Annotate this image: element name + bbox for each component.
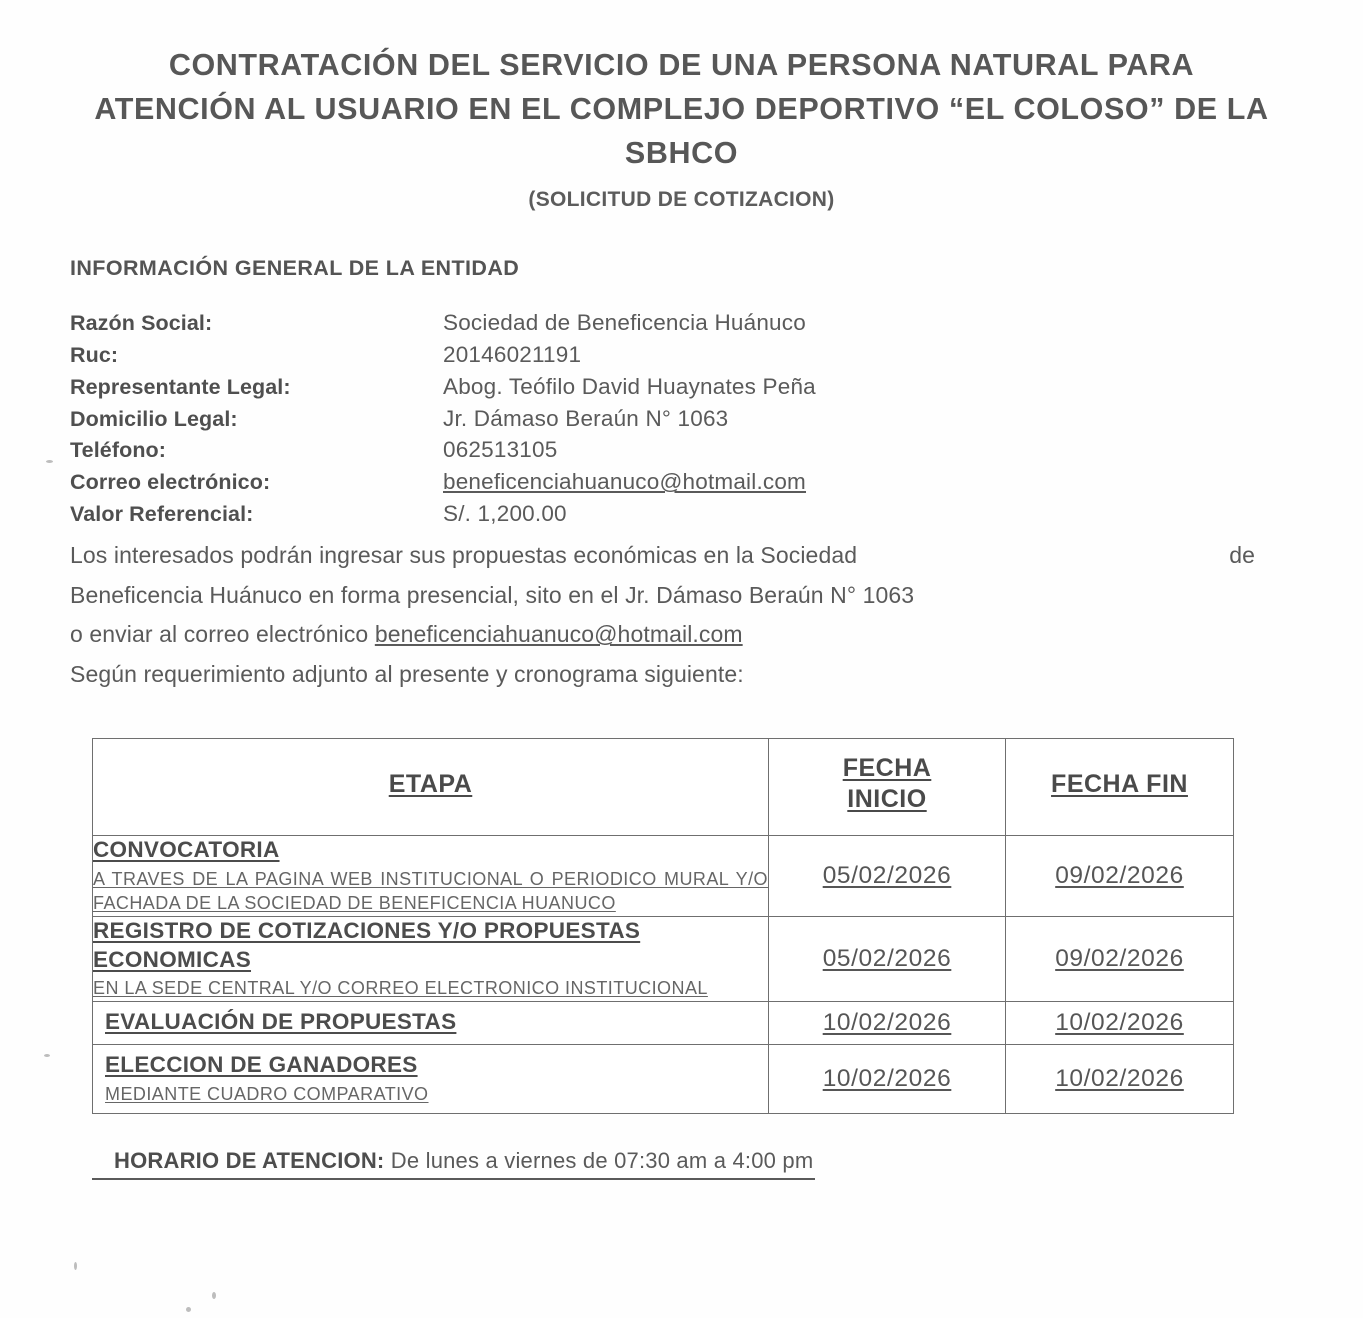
info-label: Correo electrónico: <box>70 470 271 495</box>
cell-fecha-inicio <box>769 916 1006 1001</box>
paragraph-line-1 <box>70 536 1255 576</box>
info-value: 20146021191 <box>443 341 582 367</box>
table-row <box>93 916 1234 1001</box>
table-row <box>93 1044 1234 1114</box>
footer-value: De lunes a viernes de 07:30 am a 4:00 pm <box>384 1148 814 1174</box>
info-value: Abog. Teófilo David Huaynates Peña <box>443 373 816 399</box>
info-row-ruc <box>70 339 1363 371</box>
footer-label: HORARIO DE ATENCION: <box>114 1148 385 1174</box>
date-value: 10/02/2026 <box>1055 1065 1184 1093</box>
info-row-valor-referencial <box>70 498 1363 530</box>
info-value: 062513105 <box>443 437 558 463</box>
email-link[interactable]: beneficenciahuanuco@hotmail.com <box>443 469 807 495</box>
scan-speck <box>212 1292 216 1299</box>
etapa-description: EN LA SEDE CENTRAL Y/O CORREO ELECTRONICO INSTITUCIONAL <box>93 978 708 999</box>
cell-fecha-fin <box>1006 916 1234 1001</box>
footer-schedule-note <box>0 1114 1363 1180</box>
info-row-correo-electronico <box>70 466 1363 498</box>
paragraph-line-2: Beneficencia Huánuco en forma presencial, sito en el Jr. Dámaso Beraún N° 1063 <box>70 581 915 608</box>
column-header-fecha-inicio <box>769 739 1006 836</box>
scan-speck <box>46 460 53 463</box>
info-label: Razón Social: <box>70 310 213 335</box>
email-link-inline[interactable]: beneficenciahuanuco@hotmail.com <box>374 621 743 648</box>
scan-speck <box>74 1262 77 1270</box>
cell-fecha-inicio <box>769 1044 1006 1114</box>
column-header-etapa-label: ETAPA <box>388 769 473 798</box>
cell-fecha-inicio <box>769 836 1006 916</box>
column-header-etapa <box>93 739 769 836</box>
info-row-representante-legal <box>70 371 1363 403</box>
etapa-description: A TRAVES DE LA PAGINA WEB INSTITUCIONAL O PERIODICO MURAL Y/O FACHADA DE LA SOCIEDAD DE BENEFICENCIA HUANUCO <box>93 869 768 914</box>
info-row-razon-social <box>70 307 1363 339</box>
cell-etapa <box>93 916 769 1001</box>
paragraph-line-3-prefix: o enviar al correo electrónico <box>70 621 375 648</box>
date-value: 05/02/2026 <box>822 862 952 890</box>
instructions-paragraph <box>0 530 1363 694</box>
entity-info-list <box>0 281 1363 531</box>
info-label: Ruc: <box>70 342 119 367</box>
column-header-fecha-fin <box>1006 739 1234 836</box>
etapa-description: MEDIANTE CUADRO COMPARATIVO <box>105 1083 429 1104</box>
table-row <box>93 836 1234 916</box>
cell-fecha-fin <box>1006 836 1234 916</box>
etapa-title: ELECCION DE GANADORES <box>105 1051 418 1077</box>
paragraph-line-4: Según requerimiento adjunto al presente y cronograma siguiente: <box>70 660 744 687</box>
cell-fecha-fin <box>1006 1002 1234 1045</box>
table-header-row <box>93 739 1234 836</box>
etapa-title: EVALUACIÓN DE PROPUESTAS <box>105 1009 457 1035</box>
paragraph-line-1-tail: de <box>1229 542 1255 569</box>
schedule-table-container <box>0 694 1363 1114</box>
info-value: Jr. Dámaso Beraún N° 1063 <box>443 405 729 431</box>
date-value: 09/02/2026 <box>1055 944 1184 972</box>
info-label: Domicilio Legal: <box>70 406 238 431</box>
paragraph-line-3 <box>70 615 1255 655</box>
date-value: 10/02/2026 <box>1055 1009 1184 1036</box>
paragraph-line-1-main: Los interesados podrán ingresar sus propuestas económicas en la Sociedad <box>70 542 858 569</box>
page-title: CONTRATACIÓN DEL SERVICIO DE UNA PERSONA NATURAL PARA ATENCIÓN AL USUARIO EN EL COMPLEJO DEPORTIVO “EL COLOSO” DE LA SBHCO <box>94 48 1269 170</box>
info-label: Teléfono: <box>70 438 167 463</box>
cell-etapa <box>93 1044 769 1114</box>
table-row <box>93 1002 1234 1045</box>
column-header-fecha-inicio-line2: INICIO <box>847 785 927 814</box>
date-value: 10/02/2026 <box>822 1065 952 1093</box>
etapa-title: CONVOCATORIA <box>93 837 280 863</box>
date-value: 09/02/2026 <box>1055 862 1184 890</box>
info-row-telefono <box>70 434 1363 466</box>
section-heading-entity-info: INFORMACIÓN GENERAL DE LA ENTIDAD <box>70 255 520 280</box>
footer-line <box>92 1148 815 1180</box>
date-value: 10/02/2026 <box>822 1009 952 1036</box>
schedule-table <box>92 738 1234 1114</box>
scan-speck <box>186 1307 191 1312</box>
column-header-fecha-inicio-line1: FECHA <box>842 754 932 783</box>
info-label: Representante Legal: <box>70 374 291 399</box>
info-row-domicilio-legal <box>70 403 1363 435</box>
cell-etapa <box>93 1002 769 1045</box>
column-header-fecha-fin-label: FECHA FIN <box>1051 769 1188 798</box>
info-value: S/. 1,200.00 <box>443 501 567 527</box>
document-subtitle: (SOLICITUD DE COTIZACION) <box>528 187 835 211</box>
info-label: Valor Referencial: <box>70 502 254 527</box>
cell-fecha-fin <box>1006 1044 1234 1114</box>
cell-etapa <box>93 836 769 916</box>
etapa-title: REGISTRO DE COTIZACIONES Y/O PROPUESTAS ECONOMICAS <box>93 917 641 972</box>
date-value: 05/02/2026 <box>822 944 952 972</box>
scan-speck <box>44 1054 50 1057</box>
cell-fecha-inicio <box>769 1002 1006 1045</box>
info-value: Sociedad de Beneficencia Huánuco <box>443 309 806 335</box>
